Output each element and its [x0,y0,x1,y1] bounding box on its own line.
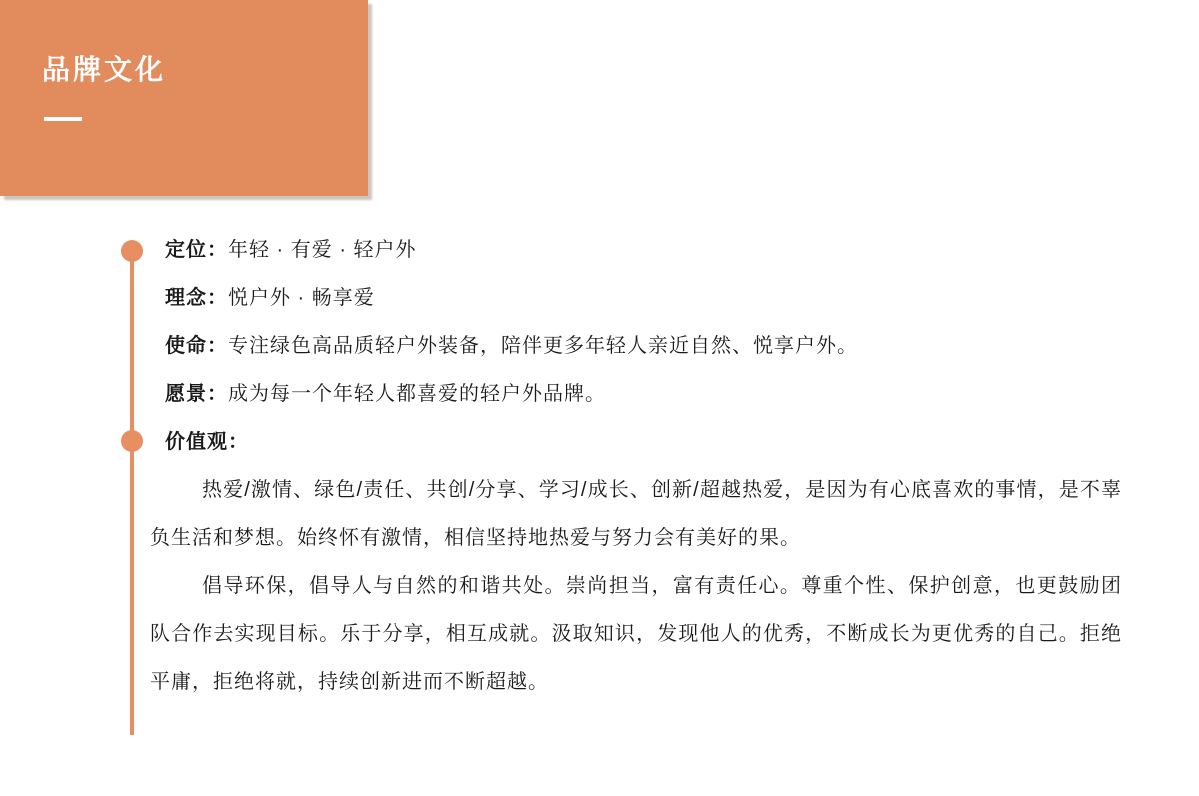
item-value: 年轻 · 有爱 · 轻户外 [228,239,417,261]
item-label: 定位： [165,239,228,261]
item-value: 专注绿色高品质轻户外装备，陪伴更多年轻人亲近自然、悦享户外。 [228,335,858,357]
item-label: 理念： [165,287,228,309]
item-label: 价值观： [165,431,249,453]
item-value: 成为每一个年轻人都喜爱的轻户外品牌。 [228,383,606,405]
item-label: 愿景： [165,383,228,405]
item-value: 悦户外 · 畅享爱 [228,287,375,309]
title-underline-dash [44,117,82,121]
list-item-values [150,418,1122,466]
list-item-mission [150,322,1122,370]
item-label: 使命： [165,335,228,357]
list-item-vision [150,370,1122,418]
timeline-vertical-line [130,251,134,735]
timeline-dot-values [121,430,143,452]
values-paragraph-1: 热爱/激情、绿色/责任、共创/分享、学习/成长、创新/超越热爱，是因为有心底喜欢的事情，是不辜负生活和梦想。始终怀有激情，相信坚持地热爱与努力会有美好的果。 [150,479,1122,549]
content-block [150,226,1122,706]
list-item-philosophy [150,274,1122,322]
values-paragraph-2: 倡导环保，倡导人与自然的和谐共处。崇尚担当，富有责任心。尊重个性、保护创意，也更鼓励团队合作去实现目标。乐于分享，相互成就。汲取知识，发现他人的优秀，不断成长为更优秀的自己。拒绝平庸，拒绝将就，持续创新进而不断超越。 [150,575,1122,693]
list-item-positioning [150,226,1122,274]
page-title: 品牌文化 [42,54,167,85]
header-banner [0,0,368,196]
timeline-dot-positioning [121,240,143,262]
